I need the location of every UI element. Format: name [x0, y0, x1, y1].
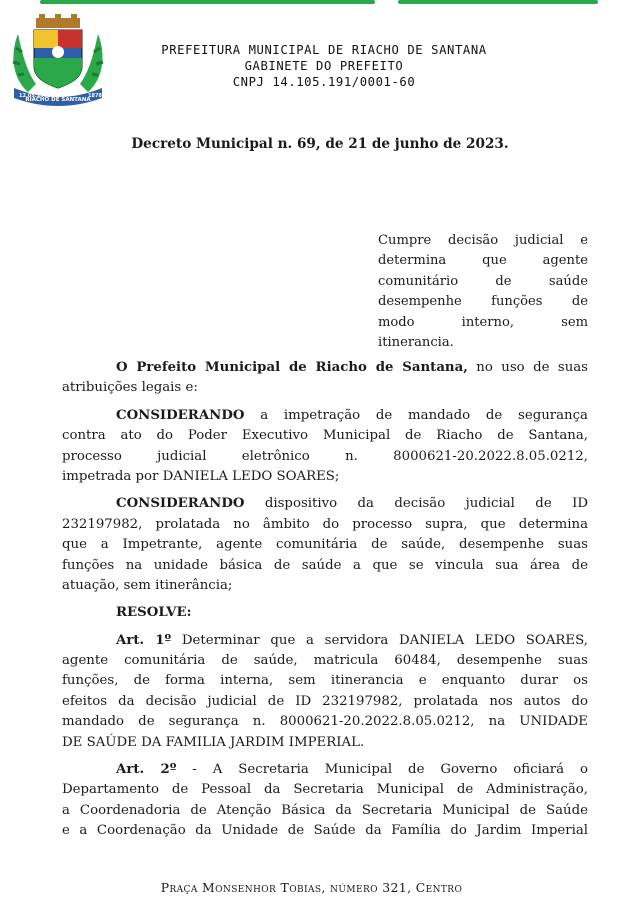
preamble-line	[62, 358, 588, 378]
resolve-line	[62, 603, 588, 623]
art2-line: Departamento de Pessoal da Secretaria Municipal de Administração,	[62, 782, 588, 798]
art2-label: Art. 2º	[116, 762, 177, 778]
art1-line: mandado de segurança n. 8000621-20.2022.8.05.0212, na UNIDADE	[62, 714, 588, 730]
letterhead-line1: PREFEITURA MUNICIPAL DE RIACHO DE SANTANA	[161, 43, 487, 57]
crest-caption-right: 1878	[88, 93, 102, 99]
decree-title: Decreto Municipal n. 69, de 21 de junho de 2023.	[131, 136, 509, 152]
considerando1-line: impetrada por DANIELA LEDO SOARES;	[62, 468, 340, 484]
crest-caption-center: RIACHO DE SANTANA	[25, 97, 91, 103]
summary-line: modo interno, sem	[378, 314, 588, 330]
considerando1-line: contra ato do Poder Executivo Municipal de Riacho de Santana,	[62, 428, 588, 444]
considerando1-bold: CONSIDERANDO	[116, 407, 245, 423]
letterhead-line2: GABINETE DO PREFEITO	[244, 59, 404, 73]
considerando2-line	[62, 494, 588, 514]
crest-caption-left: 12.05.1962	[19, 93, 51, 99]
considerando2-line: funções na unidade básica de saúde a que se vincula sua área de	[62, 557, 588, 573]
considerando1-line: processo judicial eletrônico n. 8000621-20.2022.8.05.0212,	[62, 448, 588, 464]
page-footer-address: Praça Monsenhor Tobias, número 321, Centro	[160, 880, 463, 895]
considerando1-line	[62, 406, 588, 426]
art1-line: DE SAÚDE DA FAMILIA JARDIM IMPERIAL.	[62, 734, 365, 750]
letterhead	[115, 42, 533, 90]
preamble-text: no uso de suas	[467, 360, 589, 375]
resolve-heading: RESOLVE:	[116, 605, 192, 621]
art2-text: - A Secretaria Municipal de Governo oficiará o	[176, 762, 589, 778]
considerando2-line: atuação, sem itinerância;	[62, 577, 233, 593]
art1-line: funções, de forma interna, sem itinerancia e enquanto durar os	[62, 673, 588, 689]
art1-text: Determinar que a servidora DANIELA LEDO SOARES,	[171, 632, 589, 648]
art2-line: e a Coordenação da Unidade de Saúde da Família do Jardim Imperial	[62, 823, 588, 839]
municipal-crest-logo	[6, 12, 110, 108]
considerando2-line: 232197982, prolatada no âmbito do processo supra, que determina	[62, 516, 588, 532]
considerando2-bold: CONSIDERANDO	[116, 496, 245, 512]
decree-body	[62, 358, 588, 842]
considerando2-text: dispositivo da decisão judicial de ID	[244, 496, 588, 512]
art1-label: Art. 1º	[116, 632, 172, 648]
art1-line: agente comunitária de saúde, matricula 60484, desempenhe suas	[62, 653, 588, 669]
summary-line: Cumpre decisão judicial e	[378, 233, 588, 248]
considerando2-line: que a Impetrante, agente comunitária de saúde, desempenhe suas	[62, 537, 588, 553]
art1-line	[62, 631, 588, 651]
art1-line: efeitos da decisão judicial de ID 232197982, prolatada nos autos do	[62, 693, 588, 709]
summary-line: desempenhe funções de	[378, 294, 588, 310]
letterhead-cnpj: CNPJ 14.105.191/0001-60	[232, 75, 416, 89]
summary-line: determina que agente	[378, 253, 588, 269]
decree-summary	[378, 231, 588, 353]
considerando1-text: a impetração de mandado de segurança	[244, 407, 588, 423]
preamble-line: atribuições legais e:	[62, 380, 198, 396]
preamble-bold: O Prefeito Municipal de Riacho de Santana,	[116, 360, 468, 375]
summary-line: comunitário de saúde	[378, 273, 588, 289]
header-green-bar-left	[40, 0, 375, 4]
summary-line: itinerancia.	[378, 335, 454, 351]
art2-line: a Coordenadoria de Atenção Básica da Secretaria Municipal de Saúde	[62, 802, 588, 818]
art2-line	[62, 760, 588, 780]
header-green-bar-right	[398, 0, 598, 4]
